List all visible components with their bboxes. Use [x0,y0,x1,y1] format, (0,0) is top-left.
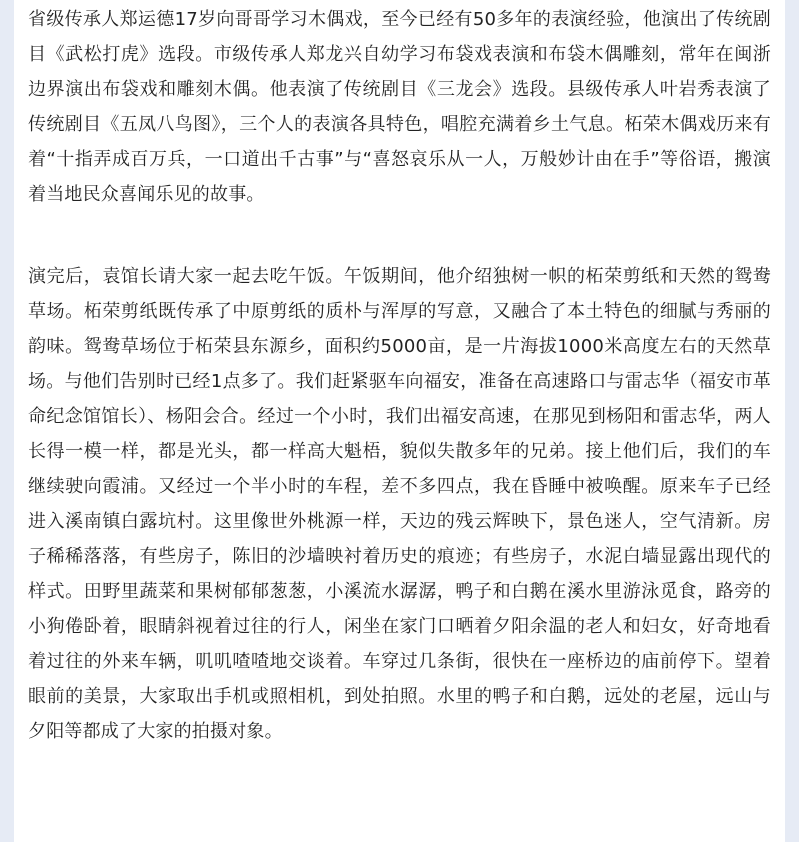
article-paragraph-1: 省级传承人郑运德17岁向哥哥学习木偶戏，至今已经有50多年的表演经验，他演出了传统剧目《武松打虎》选段。市级传承人郑龙兴自幼学习布袋戏表演和布袋木偶雕刻，常年在闽浙边界演出布袋戏和雕刻木偶。他表演了传统剧目《三龙会》选段。县级传承人叶岩秀表演了传统剧目《五凤八鸟图》，三个人的表演各具特色，唱腔充满着乡土气息。柘荣木偶戏历来有着“十指弄成百万兵，一口道出千古事”与“喜怒哀乐从一人，万般妙计由在手”等俗语，搬演着当地民众喜闻乐见的故事。 [28,9,771,205]
article-paragraph-2: 演完后，袁馆长请大家一起去吃午饭。午饭期间，他介绍独树一帜的柘荣剪纸和天然的鸳鸯草场。柘荣剪纸既传承了中原剪纸的质朴与浑厚的写意，又融合了本土特色的细腻与秀丽的韵味。鸳鸯草场位于柘荣县东源乡，面积约5000亩，是一片海拔1000米高度左右的天然草场。与他们告别时已经1点多了。我们赶紧驱车向福安，准备在高速路口与雷志华（福安市革命纪念馆馆长）、杨阳会合。经过一个小时，我们出福安高速，在那见到杨阳和雷志华，两人长得一模一样，都是光头，都一样高大魁梧，貌似失散多年的兄弟。接上他们后，我们的车继续驶向霞浦。又经过一个半小时的车程，差不多四点，我在昏睡中被唤醒。原来车子已经进入溪南镇白露坑村。这里像世外桃源一样，天边的残云辉映下，景色迷人，空气清新。房子稀稀落落，有些房子，陈旧的沙墙映衬着历史的痕迹；有些房子，水泥白墙显露出现代的样式。田野里蔬菜和果树郁郁葱葱，小溪流水潺潺，鸭子和白鹅在溪水里游泳觅食，路旁的小狗倦卧着，眼睛斜视着过往的行人，闲坐在家门口晒着夕阳余温的老人和妇女，好奇地看着过往的外来车辆，叽叽喳喳地交谈着。车穿过几条街，很快在一座桥边的庙前停下。望着眼前的美景，大家取出手机或照相机，到处拍照。水里的鸭子和白鹅，远处的老屋，远山与夕阳等都成了大家的拍摄对象。 [28,266,771,742]
article-page [14,0,785,842]
